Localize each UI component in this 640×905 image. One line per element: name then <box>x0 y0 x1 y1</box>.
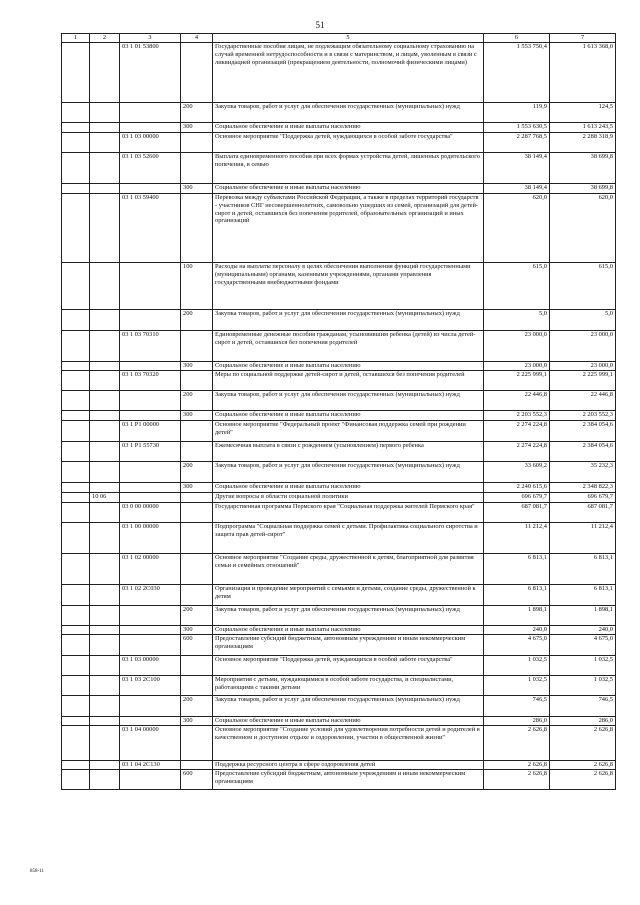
table-row <box>62 462 616 483</box>
cell-section <box>62 656 90 676</box>
cell-subsection <box>90 391 120 411</box>
cell-amount-year-1: 615,0 <box>484 263 550 310</box>
cell-section <box>62 133 90 153</box>
table-row <box>62 331 616 362</box>
cell-section <box>62 770 90 790</box>
table-row <box>62 263 616 310</box>
cell-amount-year-2: 2 626,8 <box>550 726 616 761</box>
cell-description: Основное мероприятие "Создание среды, дружественной к детям, благоприятной для развития семьи и семейных отношений" <box>213 554 484 585</box>
table-row <box>62 626 616 635</box>
cell-amount-year-1: 1 553 630,5 <box>484 123 550 133</box>
cell-description: Выплата единовременного пособия при всех формах устройства детей, лишенных родительского попечения, в семью <box>213 153 484 184</box>
cell-amount-year-1: 23 000,0 <box>484 362 550 371</box>
cell-expense-type <box>181 331 213 362</box>
cell-amount-year-1: 286,0 <box>484 717 550 726</box>
cell-target-article: 03 1 03 70310 <box>120 331 181 362</box>
cell-amount-year-1: 687 081,7 <box>484 503 550 523</box>
cell-amount-year-1: 1 898,1 <box>484 606 550 626</box>
table-row <box>62 184 616 194</box>
cell-description: Социальное обеспечение и иные выплаты населению <box>213 411 484 421</box>
budget-table <box>61 33 616 790</box>
cell-target-article <box>120 362 181 371</box>
cell-section <box>62 43 90 103</box>
cell-description: Основное мероприятие "Создание условий для удовлетворения потребности детей и родителей в качественном и доступном отдыхе и оздоровлении, участии в общественной жизни" <box>213 726 484 761</box>
cell-expense-type: 100 <box>181 263 213 310</box>
cell-expense-type <box>181 153 213 184</box>
cell-target-article <box>120 770 181 790</box>
cell-description: Закупка товаров, работ и услуг для обеспечения государственных (муниципальных) нужд <box>213 310 484 331</box>
cell-expense-type: 200 <box>181 696 213 717</box>
table-row <box>62 554 616 585</box>
cell-description: Подпрограмма "Социальная поддержка семей с детьми. Профилактика социального сиротства и защита прав детей-сирот" <box>213 523 484 554</box>
cell-subsection <box>90 503 120 523</box>
cell-subsection <box>90 770 120 790</box>
table-row <box>62 362 616 371</box>
cell-subsection <box>90 43 120 103</box>
cell-amount-year-2: 38 699,8 <box>550 184 616 194</box>
cell-subsection <box>90 421 120 442</box>
cell-subsection <box>90 310 120 331</box>
cell-expense-type <box>181 133 213 153</box>
cell-subsection <box>90 626 120 635</box>
cell-expense-type <box>181 371 213 391</box>
cell-amount-year-1: 2 240 615,6 <box>484 483 550 493</box>
cell-subsection <box>90 331 120 362</box>
cell-description: Предоставление субсидий бюджетным, автономным учреждениям и иным некоммерческим организациям <box>213 635 484 656</box>
cell-amount-year-1: 2 203 552,3 <box>484 411 550 421</box>
cell-expense-type: 300 <box>181 362 213 371</box>
cell-amount-year-2: 1 032,5 <box>550 656 616 676</box>
cell-description: Закупка товаров, работ и услуг для обеспечения государственных (муниципальных) нужд <box>213 462 484 483</box>
cell-section <box>62 483 90 493</box>
cell-description: Социальное обеспечение и иные выплаты населению <box>213 362 484 371</box>
table-row <box>62 43 616 103</box>
cell-subsection <box>90 726 120 761</box>
cell-subsection <box>90 696 120 717</box>
cell-subsection <box>90 483 120 493</box>
cell-expense-type: 200 <box>181 310 213 331</box>
cell-section <box>62 761 90 770</box>
cell-expense-type: 200 <box>181 103 213 123</box>
cell-target-article: 03 1 03 52600 <box>120 153 181 184</box>
cell-subsection <box>90 103 120 123</box>
table-row <box>62 391 616 411</box>
cell-amount-year-1: 119,9 <box>484 103 550 123</box>
cell-target-article <box>120 606 181 626</box>
cell-section <box>62 717 90 726</box>
cell-section <box>62 554 90 585</box>
cell-amount-year-1: 2 626,8 <box>484 726 550 761</box>
cell-description: Социальное обеспечение и иные выплаты населению <box>213 184 484 194</box>
cell-subsection <box>90 523 120 554</box>
cell-amount-year-1: 620,0 <box>484 194 550 263</box>
cell-amount-year-1: 1 032,5 <box>484 656 550 676</box>
table-row <box>62 133 616 153</box>
cell-amount-year-2: 2 384 054,6 <box>550 442 616 462</box>
cell-amount-year-2: 35 232,3 <box>550 462 616 483</box>
cell-amount-year-1: 6 813,1 <box>484 585 550 606</box>
cell-amount-year-2: 5,0 <box>550 310 616 331</box>
cell-description: Меры по социальной поддержке детей-сирот и детей, оставшихся без попечения родителей <box>213 371 484 391</box>
cell-amount-year-1: 696 679,7 <box>484 493 550 503</box>
cell-section <box>62 123 90 133</box>
cell-subsection <box>90 263 120 310</box>
cell-amount-year-1: 746,5 <box>484 696 550 717</box>
table-row <box>62 717 616 726</box>
cell-amount-year-2: 1 613 368,0 <box>550 43 616 103</box>
cell-amount-year-1: 2 626,8 <box>484 761 550 770</box>
table-row <box>62 503 616 523</box>
cell-description: Социальное обеспечение и иные выплаты населению <box>213 483 484 493</box>
cell-expense-type: 600 <box>181 770 213 790</box>
cell-amount-year-2: 11 212,4 <box>550 523 616 554</box>
cell-description: Перевозка между субъектами Российской Федерации, а также в пределах территорий государств - участников СНГ несовершеннолетних, самовольно ушедших из семей, организаций для детей-сирот и детей, оставшихся без попечения родителей, образовательных организаций и иных организаций <box>213 194 484 263</box>
cell-amount-year-1: 240,0 <box>484 626 550 635</box>
cell-amount-year-2: 1 032,5 <box>550 676 616 696</box>
cell-subsection <box>90 194 120 263</box>
cell-description: Предоставление субсидий бюджетным, автономным учреждениям и иным некоммерческим организациям <box>213 770 484 790</box>
cell-subsection: 10 06 <box>90 493 120 503</box>
cell-target-article: 03 1 02 2C030 <box>120 585 181 606</box>
cell-subsection <box>90 676 120 696</box>
cell-target-article: 03 1 04 2C130 <box>120 761 181 770</box>
cell-section <box>62 676 90 696</box>
cell-target-article: 03 1 03 00000 <box>120 656 181 676</box>
cell-description: Государственные пособия лицам, не подлежащим обязательному социальному страхованию на случай временной нетрудоспособности и в связи с материнством, и лицам, уволенным в связи с ликвидацией организаций (прекращением деятельности, полномочий физическими лицами) <box>213 43 484 103</box>
table-row <box>62 493 616 503</box>
cell-section <box>62 103 90 123</box>
cell-description: Другие вопросы в области социальной политики <box>213 493 484 503</box>
table-row <box>62 411 616 421</box>
cell-amount-year-1: 38 149,4 <box>484 153 550 184</box>
cell-section <box>62 462 90 483</box>
cell-description: Расходы на выплаты персоналу в целях обеспечения выполнения функций государственными (муниципальными) органами, казенными учреждениями, органами управления государственными внебюджетными фондами <box>213 263 484 310</box>
cell-amount-year-1: 23 000,0 <box>484 331 550 362</box>
cell-subsection <box>90 442 120 462</box>
cell-amount-year-2: 2 626,8 <box>550 770 616 790</box>
cell-amount-year-2: 2 384 054,6 <box>550 421 616 442</box>
cell-amount-year-1: 2 274 224,8 <box>484 442 550 462</box>
cell-description: Основное мероприятие "Поддержка детей, нуждающихся в особой заботе государства" <box>213 133 484 153</box>
cell-expense-type: 300 <box>181 123 213 133</box>
cell-description: Государственная программа Пермского края "Социальная поддержка жителей Пермского края" <box>213 503 484 523</box>
cell-expense-type <box>181 503 213 523</box>
cell-subsection <box>90 184 120 194</box>
cell-target-article <box>120 462 181 483</box>
cell-target-article <box>120 184 181 194</box>
cell-section <box>62 626 90 635</box>
cell-amount-year-2: 1 613 243,5 <box>550 123 616 133</box>
cell-section <box>62 371 90 391</box>
cell-subsection <box>90 656 120 676</box>
cell-target-article: 03 1 00 00000 <box>120 523 181 554</box>
cell-description: Поддержка ресурсного центра в сфере оздоровления детей <box>213 761 484 770</box>
cell-subsection <box>90 635 120 656</box>
cell-amount-year-2: 23 000,0 <box>550 331 616 362</box>
cell-target-article: 03 1 03 70320 <box>120 371 181 391</box>
cell-section <box>62 331 90 362</box>
header-col-3: 3 <box>120 34 181 43</box>
cell-target-article <box>120 635 181 656</box>
table-row <box>62 606 616 626</box>
header-row <box>62 34 616 43</box>
cell-section <box>62 606 90 626</box>
cell-target-article <box>120 717 181 726</box>
cell-section <box>62 310 90 331</box>
cell-section <box>62 362 90 371</box>
table-row <box>62 696 616 717</box>
cell-amount-year-2: 286,0 <box>550 717 616 726</box>
table-row <box>62 310 616 331</box>
table-row <box>62 123 616 133</box>
cell-subsection <box>90 554 120 585</box>
cell-section <box>62 523 90 554</box>
table-row <box>62 421 616 442</box>
cell-subsection <box>90 606 120 626</box>
table-row <box>62 483 616 493</box>
cell-expense-type <box>181 554 213 585</box>
cell-amount-year-1: 6 813,1 <box>484 554 550 585</box>
cell-expense-type: 300 <box>181 411 213 421</box>
cell-amount-year-2: 23 000,0 <box>550 362 616 371</box>
cell-description: Единовременные денежные пособия гражданам, усыновившим ребенка (детей) из числа детей-сирот и детей, оставшихся без попечения родителей <box>213 331 484 362</box>
cell-expense-type <box>181 493 213 503</box>
cell-target-article: 03 0 00 00000 <box>120 503 181 523</box>
cell-target-article: 03 1 P1 00000 <box>120 421 181 442</box>
cell-subsection <box>90 585 120 606</box>
table-row <box>62 761 616 770</box>
cell-expense-type <box>181 726 213 761</box>
cell-target-article <box>120 411 181 421</box>
table-row <box>62 153 616 184</box>
cell-section <box>62 194 90 263</box>
cell-subsection <box>90 462 120 483</box>
cell-target-article: 03 1 01 53800 <box>120 43 181 103</box>
cell-description: Закупка товаров, работ и услуг для обеспечения государственных (муниципальных) нужд <box>213 103 484 123</box>
cell-amount-year-2: 2 225 999,1 <box>550 371 616 391</box>
cell-description: Закупка товаров, работ и услуг для обеспечения государственных (муниципальных) нужд <box>213 606 484 626</box>
table-row <box>62 656 616 676</box>
cell-target-article: 03 1 04 00000 <box>120 726 181 761</box>
footer-code: 858-11 <box>30 869 44 874</box>
header-col-2: 2 <box>90 34 120 43</box>
table-row <box>62 770 616 790</box>
cell-section <box>62 585 90 606</box>
cell-target-article: 03 1 P1 55730 <box>120 442 181 462</box>
cell-section <box>62 635 90 656</box>
cell-description: Социальное обеспечение и иные выплаты населению <box>213 717 484 726</box>
cell-subsection <box>90 717 120 726</box>
table-row <box>62 194 616 263</box>
cell-target-article <box>120 483 181 493</box>
cell-description: Закупка товаров, работ и услуг для обеспечения государственных (муниципальных) нужд <box>213 391 484 411</box>
cell-amount-year-2: 2 203 552,3 <box>550 411 616 421</box>
cell-amount-year-2: 38 699,8 <box>550 153 616 184</box>
cell-expense-type <box>181 43 213 103</box>
cell-amount-year-1: 2 225 999,1 <box>484 371 550 391</box>
cell-description: Основное мероприятие "Поддержка детей, нуждающихся в особой заботе государства" <box>213 656 484 676</box>
cell-amount-year-2: 615,0 <box>550 263 616 310</box>
cell-amount-year-2: 746,5 <box>550 696 616 717</box>
cell-amount-year-2: 6 813,1 <box>550 554 616 585</box>
cell-description: Социальное обеспечение и иные выплаты населению <box>213 123 484 133</box>
cell-target-article <box>120 263 181 310</box>
cell-target-article: 03 1 03 00000 <box>120 133 181 153</box>
cell-target-article <box>120 310 181 331</box>
cell-target-article <box>120 493 181 503</box>
table-row <box>62 635 616 656</box>
header-col-5: 5 <box>213 34 484 43</box>
cell-expense-type: 200 <box>181 462 213 483</box>
cell-amount-year-1: 4 675,0 <box>484 635 550 656</box>
cell-target-article: 03 1 03 59400 <box>120 194 181 263</box>
cell-subsection <box>90 123 120 133</box>
table-row <box>62 726 616 761</box>
cell-target-article: 03 1 03 2C100 <box>120 676 181 696</box>
cell-section <box>62 411 90 421</box>
cell-amount-year-2: 1 898,1 <box>550 606 616 626</box>
cell-target-article <box>120 626 181 635</box>
cell-expense-type <box>181 421 213 442</box>
cell-amount-year-1: 33 609,2 <box>484 462 550 483</box>
cell-amount-year-2: 687 081,7 <box>550 503 616 523</box>
cell-expense-type <box>181 656 213 676</box>
cell-section <box>62 184 90 194</box>
table-row <box>62 585 616 606</box>
cell-amount-year-2: 124,5 <box>550 103 616 123</box>
header-col-4: 4 <box>181 34 213 43</box>
cell-description: Социальное обеспечение и иные выплаты населению <box>213 626 484 635</box>
cell-expense-type: 300 <box>181 626 213 635</box>
cell-amount-year-2: 2 288 318,9 <box>550 133 616 153</box>
cell-amount-year-2: 22 446,8 <box>550 391 616 411</box>
cell-expense-type: 300 <box>181 717 213 726</box>
cell-amount-year-1: 38 149,4 <box>484 184 550 194</box>
cell-expense-type: 300 <box>181 483 213 493</box>
header-col-1: 1 <box>62 34 90 43</box>
cell-section <box>62 493 90 503</box>
cell-amount-year-2: 696 679,7 <box>550 493 616 503</box>
cell-description: Основное мероприятие "Федеральный проект "Финансовая поддержка семей при рождении детей" <box>213 421 484 442</box>
cell-expense-type <box>181 585 213 606</box>
cell-section <box>62 421 90 442</box>
cell-description: Мероприятия с детьми, нуждающимися в особой заботе государства, и специалистами, работающими с такими детьми <box>213 676 484 696</box>
cell-amount-year-2: 6 813,1 <box>550 585 616 606</box>
cell-target-article <box>120 391 181 411</box>
cell-amount-year-1: 1 032,5 <box>484 676 550 696</box>
cell-amount-year-2: 2 348 822,3 <box>550 483 616 493</box>
cell-subsection <box>90 153 120 184</box>
cell-target-article: 03 1 02 00000 <box>120 554 181 585</box>
table-row <box>62 371 616 391</box>
cell-expense-type: 300 <box>181 184 213 194</box>
table-row <box>62 103 616 123</box>
cell-section <box>62 391 90 411</box>
cell-section <box>62 726 90 761</box>
cell-expense-type <box>181 761 213 770</box>
cell-description: Организация и проведение мероприятий с семьями и детьми, создание среды, дружественной к детям <box>213 585 484 606</box>
cell-amount-year-1: 11 212,4 <box>484 523 550 554</box>
cell-expense-type <box>181 676 213 696</box>
cell-subsection <box>90 411 120 421</box>
cell-target-article <box>120 696 181 717</box>
cell-subsection <box>90 362 120 371</box>
header-col-7: 7 <box>550 34 616 43</box>
cell-amount-year-2: 4 675,0 <box>550 635 616 656</box>
cell-section <box>62 263 90 310</box>
header-col-6: 6 <box>484 34 550 43</box>
table-row <box>62 676 616 696</box>
table-row <box>62 523 616 554</box>
cell-description: Закупка товаров, работ и услуг для обеспечения государственных (муниципальных) нужд <box>213 696 484 717</box>
cell-section <box>62 503 90 523</box>
table-row <box>62 442 616 462</box>
cell-amount-year-2: 240,0 <box>550 626 616 635</box>
cell-amount-year-1: 2 287 768,5 <box>484 133 550 153</box>
cell-target-article <box>120 103 181 123</box>
cell-expense-type <box>181 194 213 263</box>
cell-amount-year-1: 22 446,8 <box>484 391 550 411</box>
table-body <box>62 43 616 790</box>
cell-expense-type: 200 <box>181 391 213 411</box>
cell-amount-year-1: 1 553 750,4 <box>484 43 550 103</box>
cell-section <box>62 696 90 717</box>
page-number: 51 <box>315 20 325 30</box>
cell-target-article <box>120 123 181 133</box>
cell-expense-type <box>181 442 213 462</box>
cell-section <box>62 153 90 184</box>
cell-expense-type: 600 <box>181 635 213 656</box>
cell-expense-type: 200 <box>181 606 213 626</box>
cell-subsection <box>90 133 120 153</box>
cell-amount-year-2: 620,0 <box>550 194 616 263</box>
cell-amount-year-1: 2 274 224,8 <box>484 421 550 442</box>
cell-description: Ежемесячная выплата в связи с рождением (усыновлением) первого ребенка <box>213 442 484 462</box>
cell-expense-type <box>181 523 213 554</box>
cell-amount-year-1: 2 626,8 <box>484 770 550 790</box>
cell-subsection <box>90 371 120 391</box>
cell-amount-year-2: 2 626,8 <box>550 761 616 770</box>
cell-amount-year-1: 5,0 <box>484 310 550 331</box>
cell-section <box>62 442 90 462</box>
cell-subsection <box>90 761 120 770</box>
